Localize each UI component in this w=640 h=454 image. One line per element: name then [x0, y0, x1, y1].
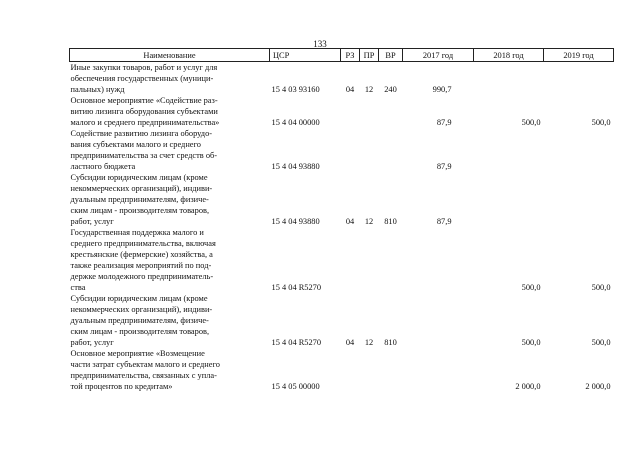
row-name-line: также реализация мероприятий по под- [70, 261, 212, 270]
row-2017 [403, 293, 474, 348]
row-name-line: малого и среднего предпринимательства» [70, 118, 220, 127]
header-2019: 2019 год [544, 49, 614, 62]
row-csr: 15 4 05 00000 [271, 382, 320, 391]
row-name-line: Субсидии юридическим лицам (кроме [70, 294, 208, 303]
row-name-line: работ, услуг [70, 338, 114, 347]
row-2017 [403, 227, 474, 293]
page-number: 133 [313, 39, 327, 49]
row-name-line: пальных) нужд [70, 85, 125, 94]
row-name-line: витию лизинга оборудования субъектами [70, 107, 218, 116]
table-body [70, 62, 614, 393]
row-name-line: ластного бюджета [70, 162, 136, 171]
table-row [70, 293, 614, 348]
row-2018 [474, 172, 544, 227]
table-row [70, 172, 614, 227]
row-name [70, 62, 270, 96]
row-2019 [544, 128, 614, 172]
row-name-line: Содействие развитию лизинга оборудо- [70, 129, 213, 138]
row-name-line: Иные закупки товаров, работ и услуг для [70, 63, 218, 72]
row-name [70, 95, 270, 128]
header-name: Наименование [70, 49, 270, 62]
row-rz [341, 95, 360, 128]
table-header-row [70, 49, 614, 62]
row-vr [379, 348, 403, 392]
row-vr [379, 128, 403, 172]
row-name [70, 227, 270, 293]
row-vr: 240 [384, 85, 397, 94]
row-2019: 500,0 [591, 338, 611, 347]
row-rz: 04 [345, 338, 355, 347]
row-csr: 15 4 04 93880 [271, 162, 320, 171]
header-2018: 2018 год [474, 49, 544, 62]
row-vr [379, 95, 403, 128]
table-row [70, 95, 614, 128]
row-pr: 12 [364, 217, 374, 226]
row-rz: 04 [345, 217, 355, 226]
row-name [70, 348, 270, 392]
row-vr: 810 [384, 338, 397, 347]
row-2017 [403, 348, 474, 392]
row-rz [341, 348, 360, 392]
row-csr: 15 4 04 00000 [271, 118, 320, 127]
header-pr: ПР [360, 49, 379, 62]
row-name-line: ским лицам - производителям товаров, [70, 206, 210, 215]
row-name-line: Государственная поддержка малого и [70, 228, 204, 237]
row-name [70, 128, 270, 172]
table-row [70, 128, 614, 172]
row-pr [360, 227, 379, 293]
row-vr: 810 [384, 217, 397, 226]
table-row [70, 62, 614, 96]
row-pr [360, 95, 379, 128]
table-row [70, 348, 614, 392]
row-2018: 500,0 [521, 338, 541, 347]
row-name [70, 172, 270, 227]
row-csr: 15 4 04 R5270 [271, 338, 322, 347]
row-2017: 990,7 [432, 85, 452, 94]
row-2018: 500,0 [521, 283, 541, 292]
row-name-line: обеспечения государственных (муници- [70, 74, 214, 83]
row-name-line: крестьянские (фермерские) хозяйства, а [70, 250, 213, 259]
row-rz [341, 227, 360, 293]
row-name-line: некоммерческих организаций), индиви- [70, 184, 213, 193]
header-vr: ВР [379, 49, 403, 62]
row-name-line: вания субъектами малого и среднего [70, 140, 201, 149]
row-pr [360, 128, 379, 172]
row-rz: 04 [345, 85, 355, 94]
row-2017: 87,9 [436, 162, 452, 171]
row-2019: 500,0 [591, 118, 611, 127]
row-csr: 15 4 03 93160 [271, 85, 320, 94]
row-2017: 87,9 [436, 217, 452, 226]
row-2018 [474, 62, 544, 96]
row-name-line: Основное мероприятие «Возмещение [70, 349, 205, 358]
row-2018: 2 000,0 [515, 382, 541, 391]
header-2017: 2017 год [403, 49, 474, 62]
row-name-line: части затрат субъектам малого и среднего [70, 360, 220, 369]
table-row [70, 227, 614, 293]
row-2019 [544, 172, 614, 227]
row-name-line: держке молодежного предприниматель- [70, 272, 214, 281]
row-vr [379, 227, 403, 293]
row-pr [360, 348, 379, 392]
header-rz: РЗ [341, 49, 360, 62]
row-name [70, 293, 270, 348]
row-rz [341, 128, 360, 172]
row-2017: 87,9 [436, 118, 452, 127]
row-2019: 2 000,0 [585, 382, 611, 391]
row-2018 [474, 128, 544, 172]
row-name-line: среднего предпринимательства, включая [70, 239, 216, 248]
row-csr: 15 4 04 93880 [271, 217, 320, 226]
row-name-line: предпринимательства, связанных с упла- [70, 371, 217, 380]
row-name-line: дуальным предпринимателям, физиче- [70, 195, 209, 204]
row-name-line: Субсидии юридическим лицам (кроме [70, 173, 208, 182]
row-2019: 500,0 [591, 283, 611, 292]
row-name-line: дуальным предпринимателям, физиче- [70, 316, 209, 325]
header-csr: ЦСР [270, 49, 341, 62]
row-name-line: Основное мероприятие «Содействие раз- [70, 96, 218, 105]
row-name-line: работ, услуг [70, 217, 114, 226]
row-name-line: ства [70, 283, 86, 292]
row-name-line: предпринимательства за счет средств об- [70, 151, 218, 160]
budget-table [69, 48, 614, 392]
row-2018: 500,0 [521, 118, 541, 127]
row-name-line: некоммерческих организаций), индиви- [70, 305, 213, 314]
row-name-line: той процентов по кредитам» [70, 382, 173, 391]
row-2019 [544, 62, 614, 96]
row-name-line: ским лицам - производителям товаров, [70, 327, 210, 336]
row-pr: 12 [364, 85, 374, 94]
row-csr: 15 4 04 R5270 [271, 283, 322, 292]
row-pr: 12 [364, 338, 374, 347]
